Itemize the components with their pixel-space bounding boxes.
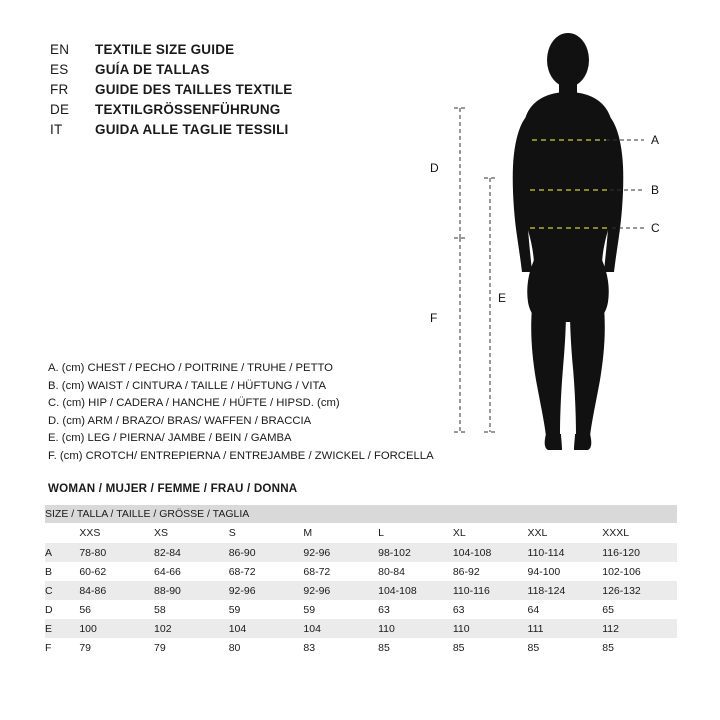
cell-e-xl: 110 bbox=[453, 619, 528, 638]
column-header-m: M bbox=[303, 523, 378, 543]
marker-label-c: C bbox=[651, 221, 660, 235]
column-header-xs: XS bbox=[154, 523, 229, 543]
row-label-b: B bbox=[45, 562, 79, 581]
legend-item-b: B. (cm) WAIST / CINTURA / TAILLE / HÜFTUNG / VITA bbox=[48, 379, 327, 392]
column-header-xxl: XXL bbox=[528, 523, 603, 543]
cell-f-s: 80 bbox=[229, 638, 304, 657]
table-row bbox=[45, 543, 677, 562]
title-lang-de: DE bbox=[50, 102, 70, 117]
table-row bbox=[45, 581, 677, 600]
legend-item-f: F. (cm) CROTCH/ ENTREPIERNA / ENTREJAMBE / ZWICKEL / FORCELLA bbox=[48, 449, 434, 462]
cell-a-xxxl: 116-120 bbox=[602, 543, 677, 562]
cell-e-l: 110 bbox=[378, 619, 453, 638]
cell-e-xxl: 111 bbox=[528, 619, 603, 638]
cell-f-l: 85 bbox=[378, 638, 453, 657]
marker-label-a: A bbox=[651, 133, 660, 147]
title-row bbox=[50, 42, 430, 62]
row-label-f: F bbox=[45, 638, 79, 657]
column-header-l: L bbox=[378, 523, 453, 543]
cell-d-xxs: 56 bbox=[79, 600, 154, 619]
title-lang-es: ES bbox=[50, 62, 69, 77]
cell-c-xl: 110-116 bbox=[453, 581, 528, 600]
cell-c-xxxl: 126-132 bbox=[602, 581, 677, 600]
cell-a-l: 98-102 bbox=[378, 543, 453, 562]
cell-f-xxs: 79 bbox=[79, 638, 154, 657]
table-header-bar bbox=[45, 505, 677, 523]
table-row bbox=[45, 562, 677, 581]
cell-d-xs: 58 bbox=[154, 600, 229, 619]
cell-e-xxxl: 112 bbox=[602, 619, 677, 638]
cell-f-xxxl: 85 bbox=[602, 638, 677, 657]
row-label-d: D bbox=[45, 600, 79, 619]
cell-c-xs: 88-90 bbox=[154, 581, 229, 600]
legend-item-e: E. (cm) LEG / PIERNA/ JAMBE / BEIN / GAMBA bbox=[48, 432, 292, 445]
dimension-line-d bbox=[454, 108, 466, 238]
title-lang-fr: FR bbox=[50, 82, 69, 97]
cell-f-m: 83 bbox=[303, 638, 378, 657]
cell-f-xs: 79 bbox=[154, 638, 229, 657]
row-label-c: C bbox=[45, 581, 79, 600]
cell-b-s: 68-72 bbox=[229, 562, 304, 581]
title-text-es: GUÍA DE TALLAS bbox=[95, 62, 210, 77]
legend-item-d: D. (cm) ARM / BRAZO/ BRAS/ WAFFEN / BRACCIA bbox=[48, 414, 312, 427]
cell-a-xs: 82-84 bbox=[154, 543, 229, 562]
table-column-header-row bbox=[45, 523, 677, 543]
legend-block bbox=[48, 360, 468, 466]
cell-d-l: 63 bbox=[378, 600, 453, 619]
title-row bbox=[50, 102, 430, 122]
cell-e-xs: 102 bbox=[154, 619, 229, 638]
column-header-xxxl: XXXL bbox=[602, 523, 677, 543]
cell-f-xxl: 85 bbox=[528, 638, 603, 657]
title-text-de: TEXTILGRÖSSENFÜHRUNG bbox=[95, 102, 281, 117]
cell-b-xxl: 94-100 bbox=[528, 562, 603, 581]
column-header-blank bbox=[45, 523, 79, 543]
dimension-label-d: D bbox=[430, 161, 439, 175]
cell-d-m: 59 bbox=[303, 600, 378, 619]
row-label-e: E bbox=[45, 619, 79, 638]
title-row bbox=[50, 82, 430, 102]
table-row bbox=[45, 619, 677, 638]
cell-e-s: 104 bbox=[229, 619, 304, 638]
cell-b-xxs: 60-62 bbox=[79, 562, 154, 581]
cell-c-s: 92-96 bbox=[229, 581, 304, 600]
cell-b-xs: 64-66 bbox=[154, 562, 229, 581]
cell-e-xxs: 100 bbox=[79, 619, 154, 638]
title-row bbox=[50, 62, 430, 82]
size-table bbox=[45, 505, 677, 657]
cell-c-xxs: 84-86 bbox=[79, 581, 154, 600]
cell-c-m: 92-96 bbox=[303, 581, 378, 600]
cell-e-m: 104 bbox=[303, 619, 378, 638]
row-label-a: A bbox=[45, 543, 79, 562]
cell-f-xl: 85 bbox=[453, 638, 528, 657]
column-header-xxs: XXS bbox=[79, 523, 154, 543]
title-lang-en: EN bbox=[50, 42, 70, 57]
title-row bbox=[50, 122, 430, 142]
table-row bbox=[45, 638, 677, 657]
cell-a-m: 92-96 bbox=[303, 543, 378, 562]
cell-b-l: 80-84 bbox=[378, 562, 453, 581]
cell-d-s: 59 bbox=[229, 600, 304, 619]
dimension-label-f: F bbox=[430, 311, 438, 325]
cell-d-xxl: 64 bbox=[528, 600, 603, 619]
cell-d-xxxl: 65 bbox=[602, 600, 677, 619]
dimension-label-e: E bbox=[498, 291, 507, 305]
column-header-s: S bbox=[229, 523, 304, 543]
cell-c-xxl: 118-124 bbox=[528, 581, 603, 600]
gender-label: WOMAN / MUJER / FEMME / FRAU / DONNA bbox=[48, 482, 298, 495]
title-block bbox=[50, 42, 430, 142]
table-header-label: SIZE / TALLA / TAILLE / GRÖSSE / TAGLIA bbox=[45, 505, 677, 523]
cell-b-m: 68-72 bbox=[303, 562, 378, 581]
cell-c-l: 104-108 bbox=[378, 581, 453, 600]
legend-item-c: C. (cm) HIP / CADERA / HANCHE / HÜFTE / HIPSD. (cm) bbox=[48, 397, 340, 410]
cell-a-xl: 104-108 bbox=[453, 543, 528, 562]
cell-b-xxxl: 102-106 bbox=[602, 562, 677, 581]
cell-a-xxs: 78-80 bbox=[79, 543, 154, 562]
title-text-it: GUIDA ALLE TAGLIE TESSILI bbox=[95, 122, 289, 137]
female-silhouette bbox=[513, 33, 624, 450]
column-header-xl: XL bbox=[453, 523, 528, 543]
title-text-en: TEXTILE SIZE GUIDE bbox=[95, 42, 235, 57]
marker-label-b: B bbox=[651, 183, 660, 197]
title-lang-it: IT bbox=[50, 122, 63, 137]
title-text-fr: GUIDE DES TAILLES TEXTILE bbox=[95, 82, 293, 97]
legend-item-a: A. (cm) CHEST / PECHO / POITRINE / TRUHE / PETTO bbox=[48, 362, 333, 374]
cell-a-s: 86-90 bbox=[229, 543, 304, 562]
table-row bbox=[45, 600, 677, 619]
dimension-line-e bbox=[484, 178, 496, 432]
cell-d-xl: 63 bbox=[453, 600, 528, 619]
cell-a-xxl: 110-114 bbox=[528, 543, 603, 562]
cell-b-xl: 86-92 bbox=[453, 562, 528, 581]
